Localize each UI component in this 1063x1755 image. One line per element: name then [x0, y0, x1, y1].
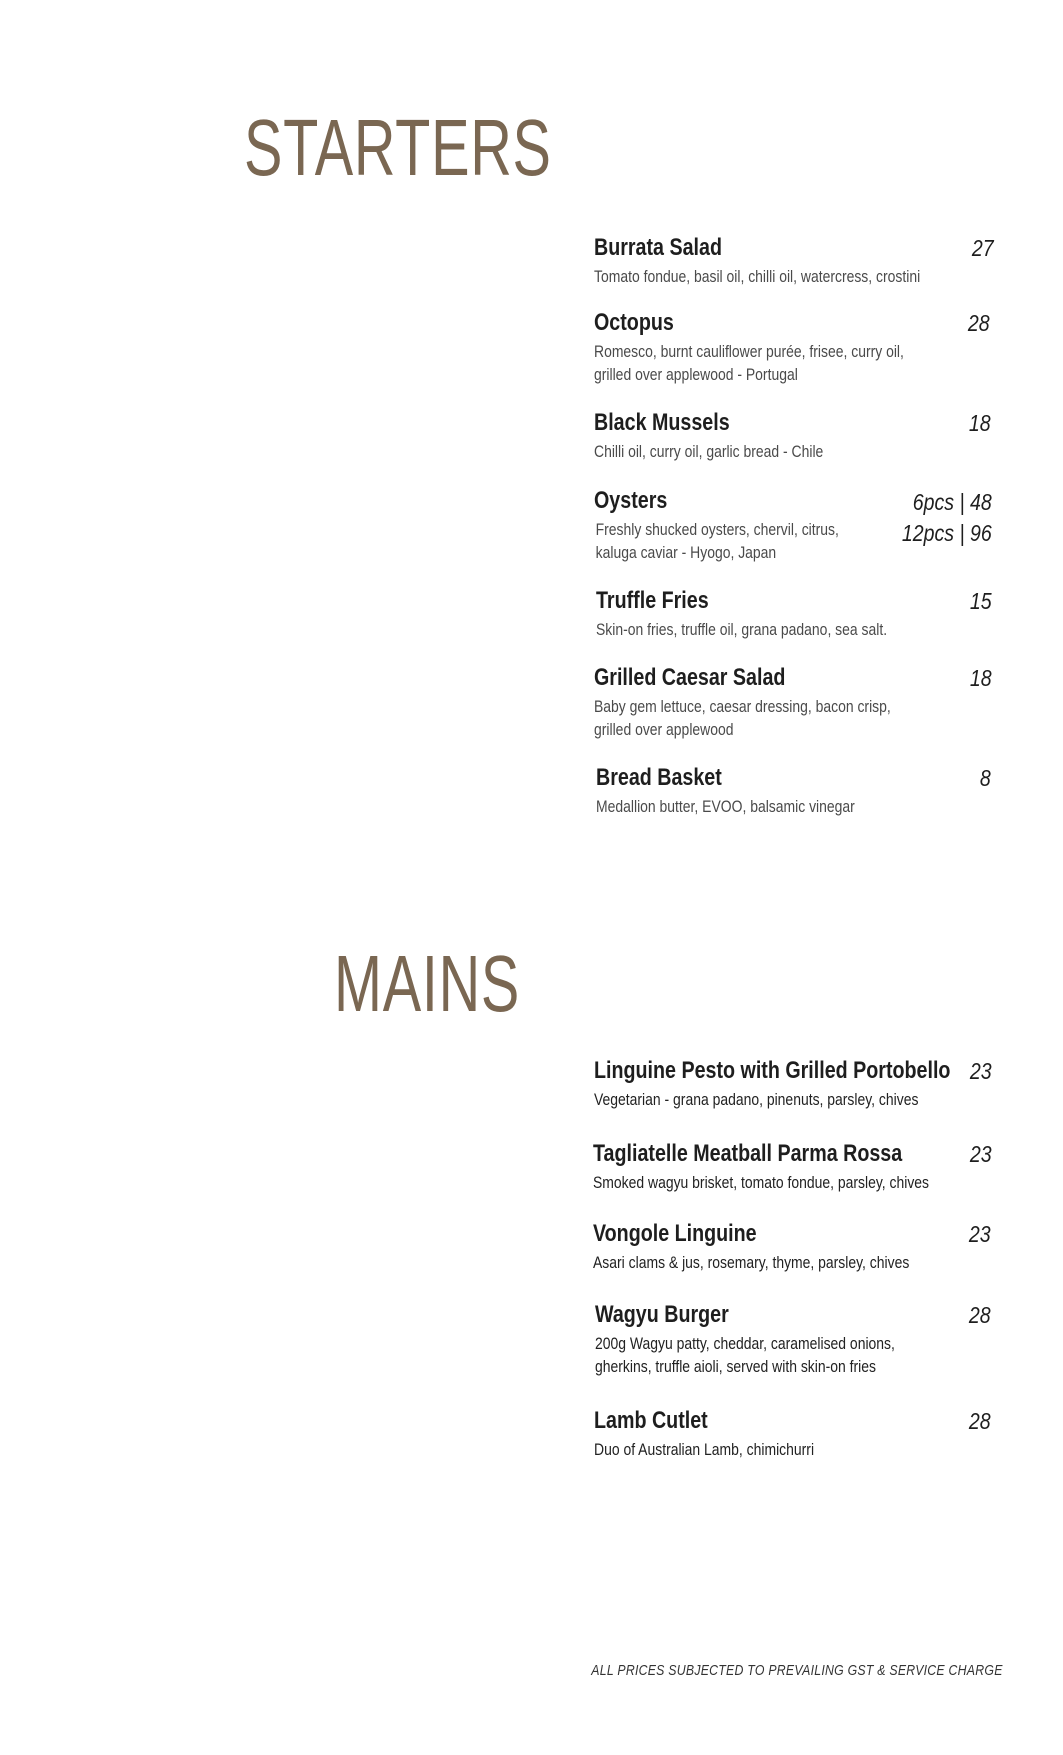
menu-item — [594, 487, 992, 564]
item-description: Romesco, burnt cauliflower purée, frisee, curry oil, grilled over applewood - Portugal — [594, 342, 904, 384]
item-name: Octopus — [594, 309, 674, 336]
item-price: 15 — [970, 588, 992, 614]
item-description: Smoked wagyu brisket, tomato fondue, parsley, chives — [593, 1173, 930, 1192]
item-description: Vegetarian - grana padano, pinenuts, parsley, chives — [594, 1090, 919, 1109]
item-name: Truffle Fries — [596, 587, 709, 614]
price-6pcs: 6pcs | 48 — [913, 489, 992, 515]
footer-note: ALL PRICES SUBJECTED TO PREVAILING GST & SERVICE CHARGE — [591, 1662, 1003, 1679]
menu-item — [594, 1057, 992, 1111]
item-name: Burrata Salad — [594, 234, 722, 261]
menu-item — [595, 1301, 991, 1378]
item-description: Skin-on fries, truffle oil, grana padano, sea salt. — [596, 620, 888, 639]
item-price: 8 — [980, 765, 991, 791]
item-description: Tomato fondue, basil oil, chilli oil, watercress, crostini — [594, 267, 921, 286]
item-price: 18 — [969, 410, 991, 436]
item-description: Freshly shucked oysters, chervil, citrus, kaluga caviar - Hyogo, Japan — [595, 520, 839, 562]
menu-item — [594, 664, 992, 741]
item-name: Linguine Pesto with Grilled Portobello — [594, 1057, 951, 1084]
menu-item — [594, 309, 990, 386]
item-price: 28 — [969, 1408, 991, 1434]
item-description: 200g Wagyu patty, cheddar, caramelised onions, gherkins, truffle aioli, served with skin-on fries — [595, 1334, 895, 1376]
mains-heading: MAINS — [334, 939, 521, 1028]
price-12pcs: 12pcs | 96 — [902, 520, 992, 546]
menu-item — [593, 1220, 991, 1274]
item-description: Duo of Australian Lamb, chimichurri — [594, 1440, 815, 1459]
item-price: 28 — [968, 310, 990, 336]
item-price: 27 — [972, 235, 994, 261]
item-price: 23 — [970, 1141, 992, 1167]
item-name: Grilled Caesar Salad — [594, 664, 786, 691]
menu-item — [594, 1407, 991, 1461]
item-name: Tagliatelle Meatball Parma Rossa — [593, 1140, 903, 1167]
item-name: Bread Basket — [596, 764, 722, 791]
item-price: 23 — [970, 1058, 992, 1084]
item-price: 28 — [969, 1302, 991, 1328]
menu-item — [594, 409, 991, 463]
menu-item — [596, 587, 992, 641]
menu-item — [593, 1140, 992, 1194]
item-description: Medallion butter, EVOO, balsamic vinegar — [596, 797, 855, 816]
menu-item — [594, 234, 994, 288]
item-name: Oysters — [594, 487, 668, 514]
item-description: Asari clams & jus, rosemary, thyme, parsley, chives — [593, 1253, 910, 1272]
menu-item — [596, 764, 991, 818]
item-description: Chilli oil, curry oil, garlic bread - Chile — [594, 442, 824, 461]
item-price: 23 — [969, 1221, 991, 1247]
item-name: Lamb Cutlet — [594, 1407, 708, 1434]
item-name: Black Mussels — [594, 409, 730, 436]
item-price: 18 — [970, 665, 992, 691]
item-name: Vongole Linguine — [593, 1220, 757, 1247]
starters-heading: STARTERS — [244, 103, 552, 192]
item-name: Wagyu Burger — [595, 1301, 729, 1328]
item-description: Baby gem lettuce, caesar dressing, bacon crisp, grilled over applewood — [594, 697, 891, 739]
